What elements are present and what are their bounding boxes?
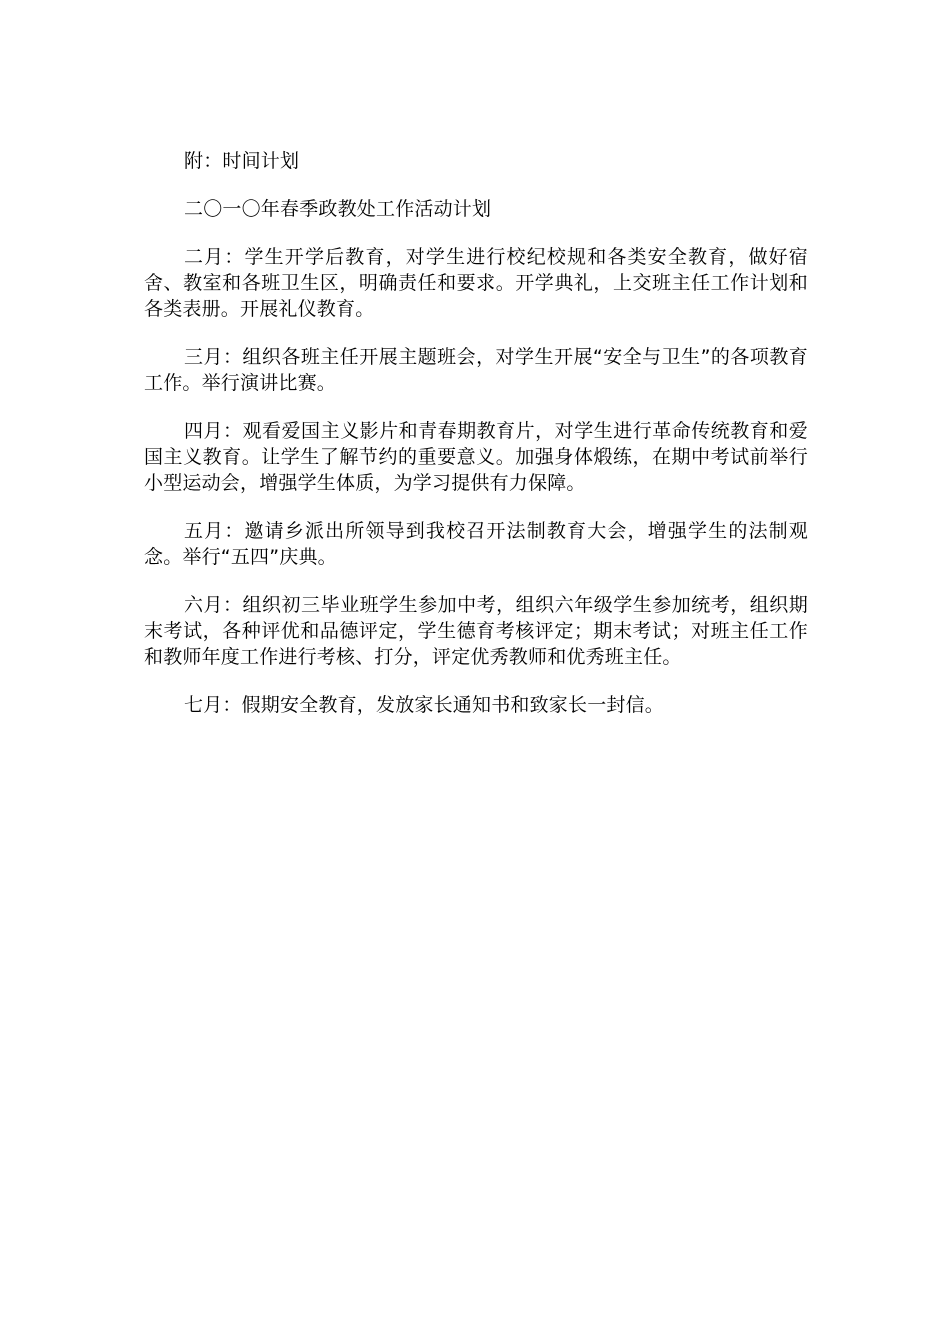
plan-title: 二〇一〇年春季政教处工作活动计划 bbox=[184, 198, 492, 220]
month-paragraph-april: 四月：观看爱国主义影片和青春期教育片，对学生进行革命传统教育和爱国主义教育。让学生了解节约的重要意义。加强身体煅练，在期中考试前举行小型运动会，增强学生体质，为学习提供有力保障。 bbox=[144, 420, 808, 494]
month-paragraph-february: 二月：学生开学后教育，对学生进行校纪校规和各类安全教育，做好宿舍、教室和各班卫生区，明确责任和要求。开学典礼，上交班主任工作计划和各类表册。开展礼仪教育。 bbox=[144, 246, 808, 320]
month-paragraph-july: 七月：假期安全教育，发放家长通知书和致家长一封信。 bbox=[184, 694, 665, 716]
month-paragraph-june: 六月：组织初三毕业班学生参加中考，组织六年级学生参加统考，组织期末考试，各种评优和品德评定，学生德育考核评定；期末考试；对班主任工作和教师年度工作进行考核、打分，评定优秀教师和优秀班主任。 bbox=[144, 594, 808, 668]
month-paragraph-march: 三月：组织各班主任开展主题班会，对学生开展“安全与卫生”的各项教育工作。举行演讲比赛。 bbox=[144, 346, 808, 394]
attachment-heading: 附：时间计划 bbox=[184, 150, 300, 172]
month-paragraph-may: 五月：邀请乡派出所领导到我校召开法制教育大会，增强学生的法制观念。举行“五四”庆典。 bbox=[144, 520, 808, 568]
document-body bbox=[144, 148, 808, 718]
